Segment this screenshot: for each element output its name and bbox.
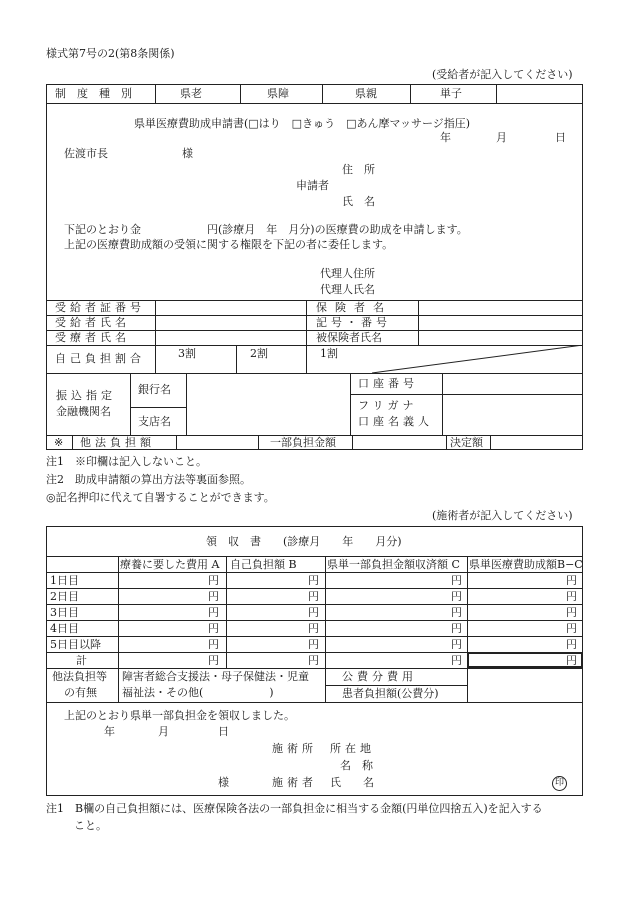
yen-a-2: 円 — [208, 590, 219, 603]
applicant-address-label: 住 所 — [342, 163, 375, 176]
yen-c-5: 円 — [451, 638, 462, 651]
row-day-5-plus: 5日目以降 — [50, 638, 101, 651]
delegation-statement: 上記の医療費助成額の受領に関する権限を下記の者に委任します。 — [64, 238, 394, 251]
recipient-note: (受給者が記入してください) — [432, 68, 573, 81]
receipt-date-day: 日 — [218, 725, 229, 738]
insured-name-label: 被保険者氏名 — [316, 331, 382, 344]
yen-c-2: 円 — [451, 590, 462, 603]
form-number: 様式第7号の2(第8条関係) — [46, 47, 175, 60]
location-label: 所在地 — [330, 742, 375, 755]
yen-bc-2: 円 — [566, 590, 577, 603]
account-number-label: 口座番号 — [358, 377, 418, 390]
yen-c-3: 円 — [451, 606, 462, 619]
yen-c-1: 円 — [451, 574, 462, 587]
col-subsidy-bc: 県単医療費助成額B−C — [469, 558, 583, 571]
patient-name-label: 受療者氏名 — [55, 331, 130, 344]
date-year: 年 — [440, 131, 451, 144]
yen-b-2: 円 — [308, 590, 319, 603]
category-option-tanshi[interactable]: 単子 — [440, 87, 462, 100]
copay-rate-label: 自己負担割合 — [55, 352, 145, 365]
category-option-kenshin[interactable]: 県親 — [355, 87, 377, 100]
seal-mark: 印 — [552, 776, 567, 791]
date-day: 日 — [555, 131, 566, 144]
practitioner-name-label: 氏 名 — [330, 776, 374, 789]
yen-a-3: 円 — [208, 606, 219, 619]
application-title: 県単医療費助成申請書(□はり □きゅう □あん摩マッサージ指圧) — [134, 117, 471, 130]
row-total: 計 — [76, 654, 87, 667]
addressee: 佐渡市長 — [64, 147, 108, 160]
public-expense-label: 公費分費用 — [342, 670, 417, 683]
practitioner-label: 施術者 — [272, 776, 317, 789]
addressee-honorific: 様 — [182, 147, 193, 160]
col-copay-b: 自己負担額 B — [230, 558, 297, 571]
yen-a-4: 円 — [208, 622, 219, 635]
bank-label-1: 振込指定 — [56, 389, 116, 402]
row-day-4: 4日目 — [50, 622, 79, 635]
yen-a-5: 円 — [208, 638, 219, 651]
bank-label-2: 金融機関名 — [56, 405, 111, 418]
copay-rate-2[interactable]: 2割 — [250, 347, 268, 360]
footnote-line-2: こと。 — [74, 819, 107, 832]
office-name-label: 名 称 — [340, 759, 373, 772]
yen-bc-1: 円 — [566, 574, 577, 587]
footnote-line-1: 注1 B欄の自己負担額には、医療保険各法の一部負担金に相当する金額(円単位四捨五入)を記入する — [46, 802, 543, 815]
yen-a-total: 円 — [208, 654, 219, 667]
category-label: 制 度 種 別 — [55, 87, 132, 100]
yen-a-1: 円 — [208, 574, 219, 587]
other-law-burden-label: 他法負担額 — [80, 436, 155, 449]
copay-diagonal — [372, 345, 583, 373]
branch-name-label: 支店名 — [138, 415, 171, 428]
yen-bc-total: 円 — [566, 654, 577, 667]
other-law-label-1: 他法負担等 — [52, 670, 107, 683]
partial-burden-label: 一部負担金額 — [270, 436, 336, 449]
row-day-2: 2日目 — [50, 590, 79, 603]
yen-c-total: 円 — [451, 654, 462, 667]
practitioner-note: (施術者が記入してください) — [432, 509, 573, 522]
yen-bc-5: 円 — [566, 638, 577, 651]
furigana-label: フリガナ — [358, 399, 418, 412]
receipt-title: 領 収 書 (診療月 年 月分) — [206, 535, 402, 548]
yen-b-1: 円 — [308, 574, 319, 587]
receipt-date-year: 年 — [104, 725, 115, 738]
copay-rate-3[interactable]: 3割 — [178, 347, 196, 360]
receipt-honorific: 様 — [218, 776, 229, 789]
note-1: 注1 ※印欄は記入しないこと。 — [46, 455, 207, 468]
yen-b-3: 円 — [308, 606, 319, 619]
yen-b-total: 円 — [308, 654, 319, 667]
copay-rate-1[interactable]: 1割 — [320, 347, 338, 360]
account-holder-label: 口座名義人 — [358, 415, 433, 428]
note-3: ◎記名押印に代えて自署することができます。 — [46, 491, 275, 504]
yen-bc-4: 円 — [566, 622, 577, 635]
col-received-c: 県単一部負担金額収済額 C — [327, 558, 460, 571]
laws-list-2: 福祉法・その他( ) — [122, 686, 274, 699]
insurer-label: 保険者名 — [316, 301, 392, 314]
applicant-name-label: 氏 名 — [342, 195, 375, 208]
agent-name-label: 代理人氏名 — [320, 283, 375, 296]
date-month: 月 — [496, 131, 507, 144]
col-cost-a: 療養に要した費用 A — [120, 558, 220, 571]
laws-list-1: 障害者総合支援法・母子保健法・児童 — [122, 670, 309, 683]
office-use-mark: ※ — [54, 436, 64, 449]
row-day-3: 3日目 — [50, 606, 79, 619]
recipient-name-label: 受給者氏名 — [55, 316, 130, 329]
decided-amount-label: 決定額 — [450, 436, 483, 449]
note-2: 注2 助成申請額の算出方法等裏面参照。 — [46, 473, 251, 486]
yen-b-5: 円 — [308, 638, 319, 651]
agent-address-label: 代理人住所 — [320, 267, 375, 280]
other-law-label-2: の有無 — [64, 686, 97, 699]
symbol-number-label: 記号・番号 — [316, 316, 391, 329]
application-statement: 下記のとおり金 円(診療月 年 月分)の医療費の助成を申請します。 — [64, 223, 468, 236]
bank-name-label: 銀行名 — [138, 383, 171, 396]
certificate-number-label: 受給者証番号 — [55, 301, 145, 314]
office-label: 施術所 — [272, 742, 317, 755]
applicant-label: 申請者 — [296, 179, 329, 192]
receipt-date-month: 月 — [158, 725, 169, 738]
row-day-1: 1日目 — [50, 574, 79, 587]
category-option-kenro[interactable]: 県老 — [180, 87, 202, 100]
yen-c-4: 円 — [451, 622, 462, 635]
patient-burden-label: 患者負担額(公費分) — [342, 687, 439, 700]
yen-bc-3: 円 — [566, 606, 577, 619]
received-statement: 上記のとおり県単一部負担金を領収しました。 — [64, 709, 295, 722]
category-option-kensho[interactable]: 県障 — [267, 87, 289, 100]
yen-b-4: 円 — [308, 622, 319, 635]
